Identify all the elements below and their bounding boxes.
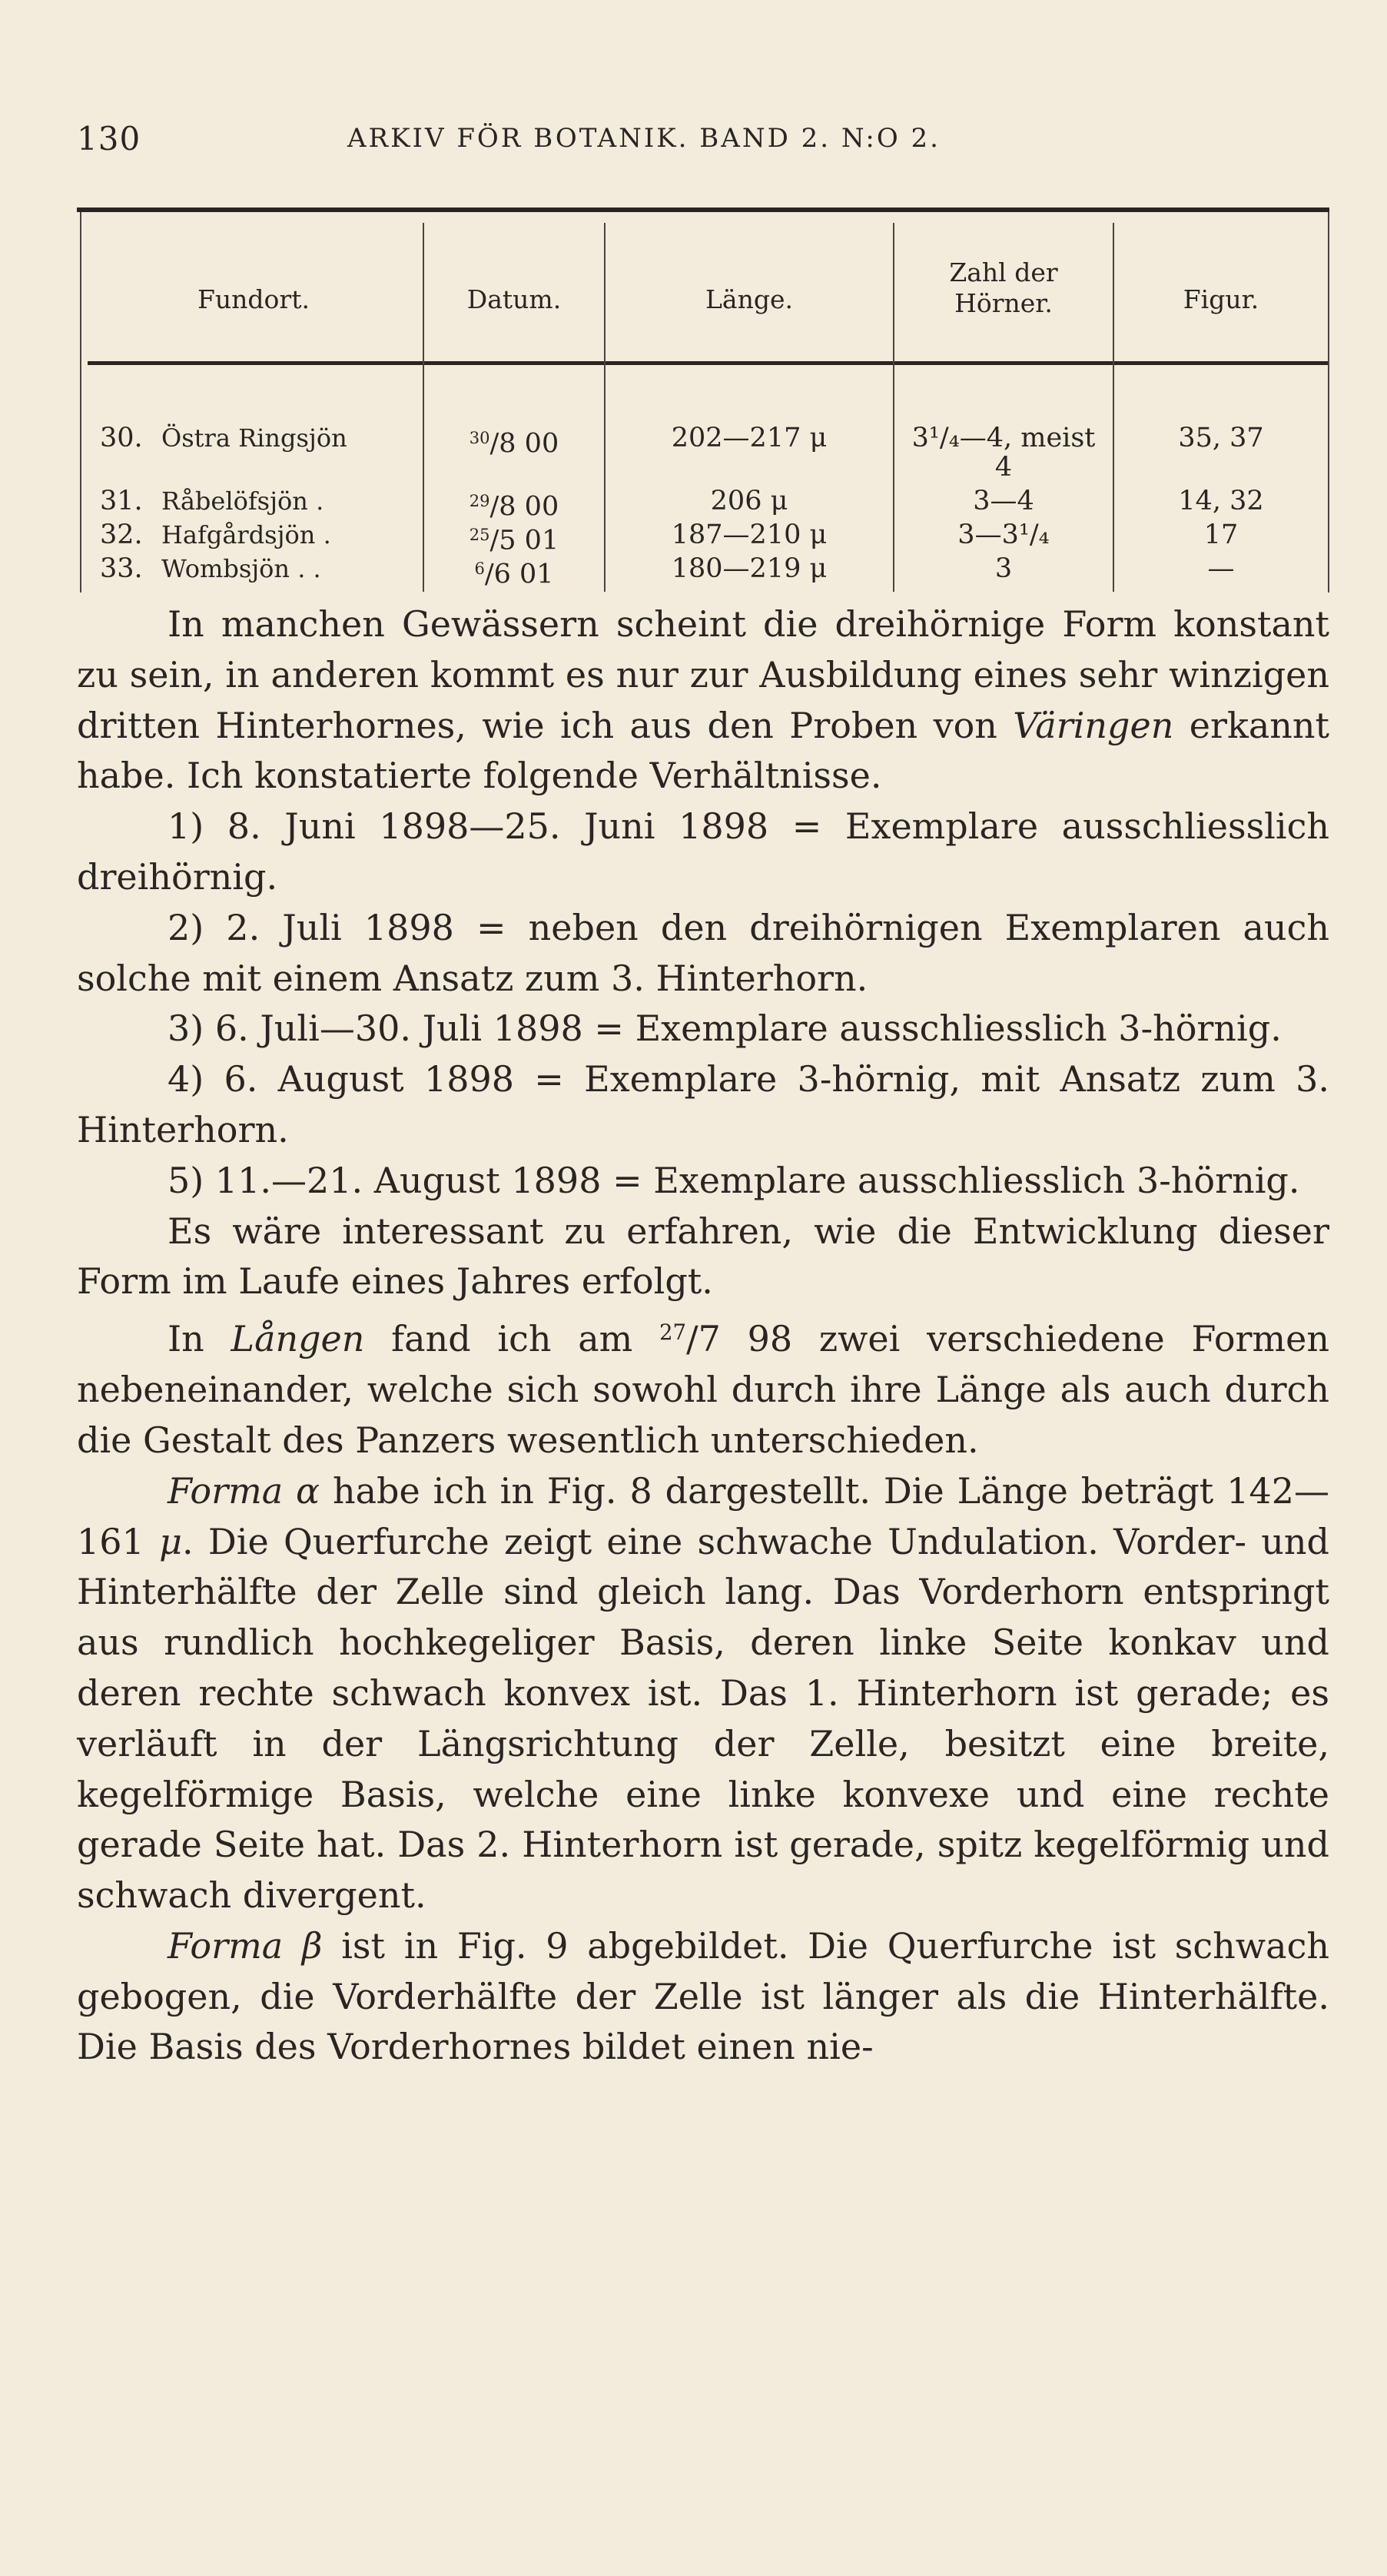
running-title: ARKIV FÖR BOTANIK. BAND 2. N:O 2. — [347, 123, 941, 154]
row-fundort: Hafgårdsjön . — [161, 520, 331, 549]
forma-label: Forma α — [168, 1469, 320, 1512]
paragraph: In Lången fand ich am $^{27}$/7 98 zwei verschiedene Formen nebeneinander, welche sich sowohl durch ihre Länge als auch durch die Gestalt des Panzers wesentlich unterschieden. — [77, 1318, 1330, 1461]
data-table — [77, 207, 1329, 596]
body-text — [77, 599, 1329, 2073]
row-fundort: Östra Ringsjön — [161, 423, 347, 453]
row-laenge: 202—217 μ — [671, 423, 828, 453]
row-number: 30. — [100, 423, 143, 453]
row-number: 31. — [100, 486, 143, 516]
row-hoerner: 3—3¹/₄ — [957, 520, 1050, 550]
paragraph: Forma β ist in Fig. 9 abgebildet. Die Querfurche ist schwach gebogen, die Vorderhälfte der Zelle ist länger als die Hinterhälfte. Die Basis des Vorderhornes bildet einen nie- — [77, 1924, 1329, 2068]
row-figur: 35, 37 — [1178, 423, 1264, 453]
row-laenge: 187—210 μ — [671, 520, 828, 550]
list-item: 5) 11.—21. August 1898 = Exemplare ausschliesslich 3-hörnig. — [168, 1159, 1300, 1201]
header-laenge: Länge. — [705, 284, 793, 314]
row-figur: 17 — [1203, 520, 1239, 550]
page-header — [77, 114, 1322, 160]
list-item: 4) 6. August 1898 = Exemplare 3-hörnig, mit Ansatz zum 3. Hinterhorn. — [77, 1058, 1329, 1150]
table-border-right — [1328, 212, 1329, 593]
forma-label: Forma β — [168, 1924, 323, 1967]
row-fundort: Råbelöfsjön . — [161, 486, 324, 516]
row-hoerner: 3 — [994, 553, 1013, 584]
table-border-left — [80, 212, 81, 593]
place-name: Lången — [231, 1318, 365, 1360]
list-item: 2) 2. Juli 1898 = neben den dreihörnigen Exemplaren auch solche mit einem Ansatz zum 3. Hinterhorn. — [77, 906, 1329, 999]
row-number: 32. — [100, 520, 143, 550]
row-datum: $^{29}$/8 00 — [469, 491, 559, 523]
table-header-rule — [88, 361, 1329, 365]
row-datum: $^6$/6 01 — [474, 559, 554, 590]
header-fundort: Fundort. — [197, 284, 310, 314]
paragraph: Es wäre interessant zu erfahren, wie die Entwicklung dieser Form im Laufe eines Jahres erfolgt. — [77, 1210, 1329, 1303]
header-datum: Datum. — [466, 284, 562, 314]
row-hoerner: 3—4 — [973, 486, 1034, 516]
table-top-rule — [77, 207, 1329, 212]
row-datum: $^{25}$/5 01 — [469, 525, 559, 556]
place-name: Väringen — [1013, 704, 1174, 746]
row-fundort: Wombsjön . . — [161, 554, 321, 583]
row-figur: — — [1207, 553, 1235, 584]
header-hoerner-line2: Hörner. — [954, 288, 1053, 318]
row-hoerner: 3¹/₄—4, meist — [911, 423, 1096, 453]
paragraph: In manchen Gewässern scheint die dreihörnige Form konstant zu sein, in anderen kommt es nur zur Ausbildung eines sehr winzigen dritten Hinterhornes, wie ich aus den Proben von Väringen erkannt habe. Ich konstatierte folgende Verhältnisse. — [77, 603, 1329, 797]
row-laenge: 206 μ — [710, 486, 788, 516]
header-hoerner — [894, 257, 1113, 319]
list-item: 1) 8. Juni 1898—25. Juni 1898 = Exemplare ausschliesslich dreihörnig. — [77, 805, 1329, 898]
list-item: 3) 6. Juli—30. Juli 1898 = Exemplare ausschliesslich 3-hörnig. — [168, 1007, 1282, 1050]
paragraph: Forma α habe ich in Fig. 8 dargestellt. Die Länge beträgt 142—161 μ. Die Querfurche zeigt eine schwache Undulation. Vorder- und Hinterhälfte der Zelle sind gleich lang. Das Vorderhorn entspringt aus rundlich hochkegeliger Basis, deren linke Seite konkav und deren rechte schwach konvex ist. Das 1. Hinterhorn ist gerade; es verläuft in der Längsrichtung der Zelle, besitzt eine breite, kegelförmige Basis, welche eine linke konvexe und eine rechte gerade Seite hat. Das 2. Hinterhorn ist gerade, spitz kegelförmig und schwach divergent. — [77, 1469, 1330, 1917]
row-figur: 14, 32 — [1178, 486, 1264, 516]
page-number: 130 — [77, 120, 141, 158]
row-laenge: 180—219 μ — [671, 553, 828, 584]
header-hoerner-line1: Zahl der — [949, 257, 1058, 287]
row-hoerner-cont: 4 — [994, 452, 1013, 483]
header-figur: Figur. — [1183, 284, 1259, 314]
row-number: 33. — [100, 553, 143, 584]
row-datum: $^{30}$/8 00 — [469, 428, 559, 460]
